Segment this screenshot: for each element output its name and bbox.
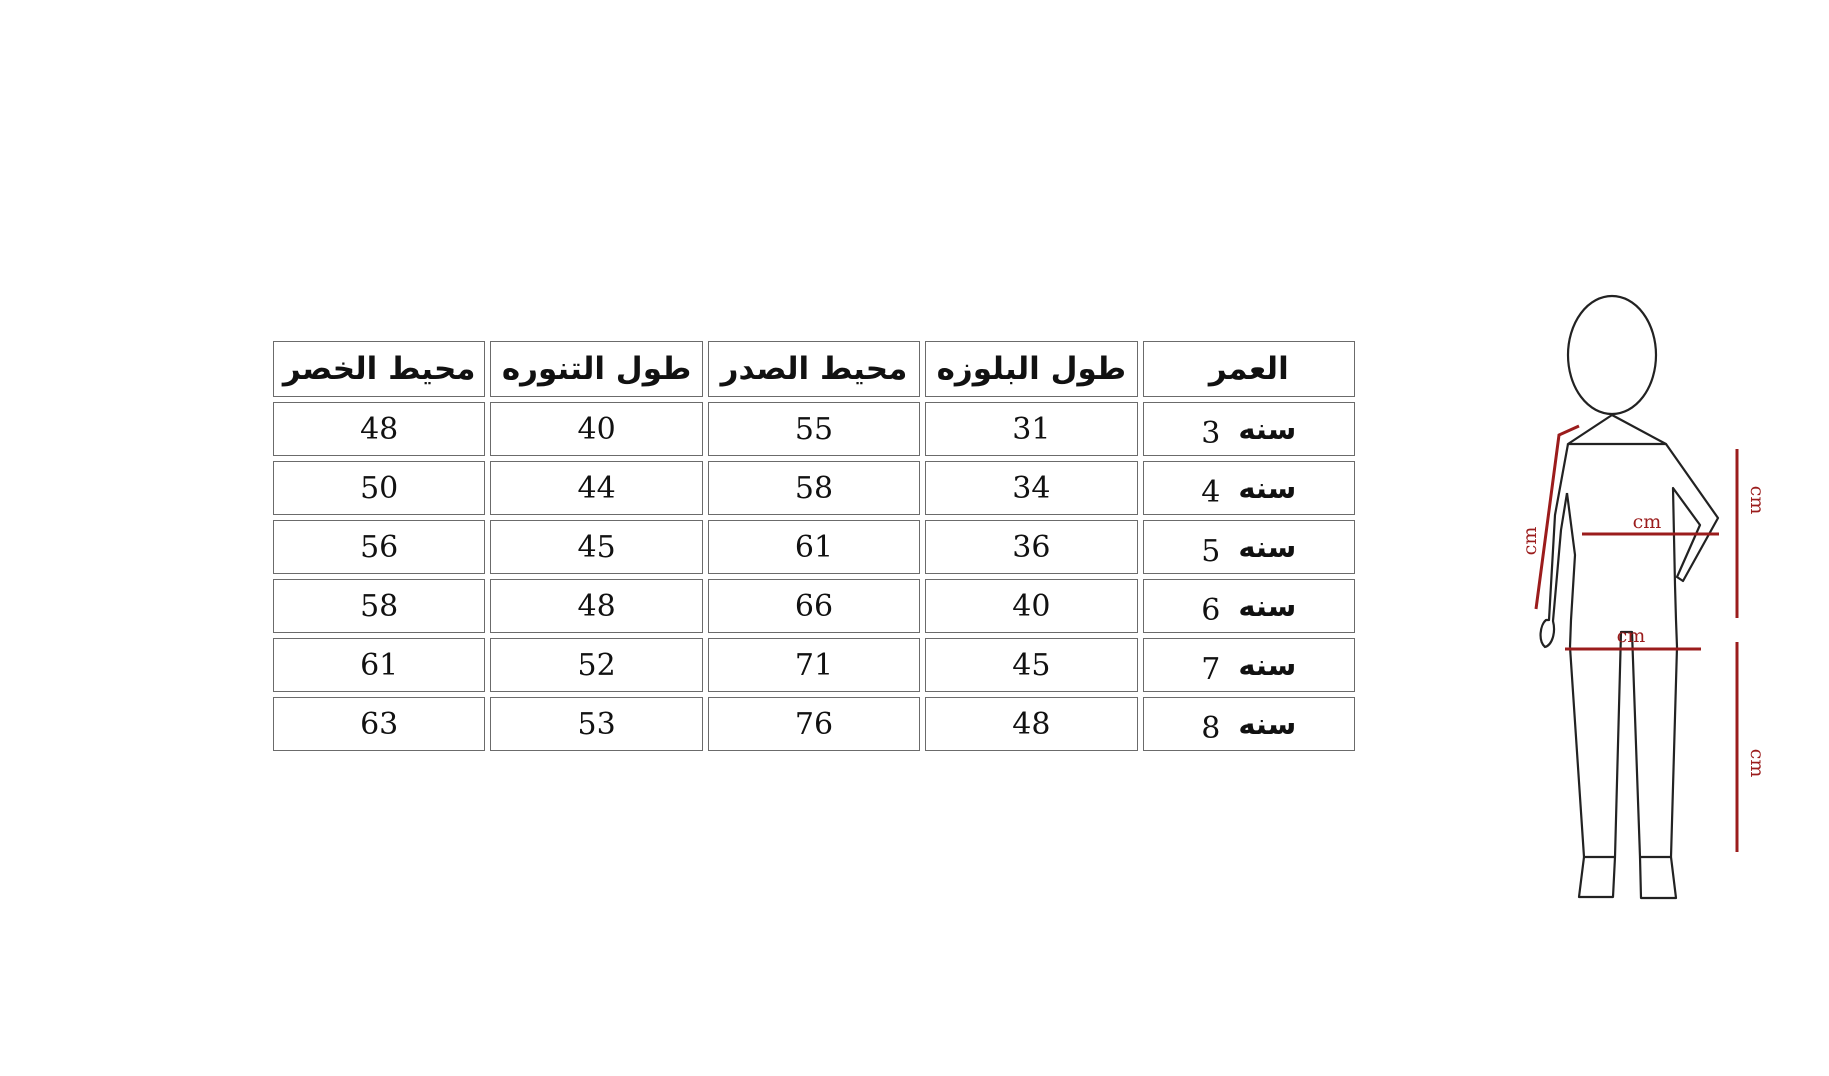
header-waist: محيط الخصر xyxy=(273,341,485,397)
blouse-length-cell: 34 xyxy=(925,461,1137,515)
size-chart-table xyxy=(268,336,1360,756)
skirt-length-cell: 44 xyxy=(490,461,702,515)
waist-cell: 61 xyxy=(273,638,485,692)
blouse-length-cell: 48 xyxy=(925,697,1137,751)
age-unit: سنه xyxy=(1238,588,1297,623)
age-number: 5 xyxy=(1201,533,1221,569)
waist-cell: 63 xyxy=(273,697,485,751)
chest-cell: 76 xyxy=(708,697,920,751)
age-unit: سنه xyxy=(1238,470,1297,505)
chest-cell: 55 xyxy=(708,402,920,456)
age-number: 7 xyxy=(1201,651,1221,687)
sleeve-unit-label: cm xyxy=(1519,526,1541,556)
waist-cell: 56 xyxy=(273,520,485,574)
age-cell xyxy=(1143,520,1355,574)
chest-cell: 71 xyxy=(708,638,920,692)
head-shape xyxy=(1568,296,1656,414)
blouse-unit-label: cm xyxy=(1746,485,1768,515)
age-cell xyxy=(1143,579,1355,633)
chest-cell: 66 xyxy=(708,579,920,633)
age-number: 3 xyxy=(1201,415,1221,451)
blouse-length-cell: 36 xyxy=(925,520,1137,574)
table-row xyxy=(273,402,1355,456)
waist-cell: 50 xyxy=(273,461,485,515)
chest-cell: 61 xyxy=(708,520,920,574)
waist-cell: 48 xyxy=(273,402,485,456)
blouse-length-cell: 45 xyxy=(925,638,1137,692)
age-cell xyxy=(1143,402,1355,456)
age-unit: سنه xyxy=(1238,647,1297,682)
age-unit: سنه xyxy=(1238,706,1297,741)
right-arm-shape xyxy=(1666,444,1718,647)
age-cell xyxy=(1143,461,1355,515)
age-unit: سنه xyxy=(1238,411,1297,446)
header-row xyxy=(273,341,1355,397)
table-row xyxy=(273,697,1355,751)
unit-labels xyxy=(1519,486,1768,778)
age-cell xyxy=(1143,638,1355,692)
age-number: 4 xyxy=(1201,474,1221,510)
chest-unit-label: cm xyxy=(1632,511,1662,533)
table-row xyxy=(273,579,1355,633)
table-row xyxy=(273,461,1355,515)
header-chest: محيط الصدر xyxy=(708,341,920,397)
waist-cell: 58 xyxy=(273,579,485,633)
age-number: 8 xyxy=(1201,710,1221,746)
skirt-length-cell: 45 xyxy=(490,520,702,574)
table-row xyxy=(273,520,1355,574)
skirt-length-cell: 48 xyxy=(490,579,702,633)
header-blouse-length: طول البلوزه xyxy=(925,341,1137,397)
blouse-length-cell: 31 xyxy=(925,402,1137,456)
chest-cell: 58 xyxy=(708,461,920,515)
age-unit: سنه xyxy=(1238,529,1297,564)
skirt-length-cell: 52 xyxy=(490,638,702,692)
body-outline xyxy=(1541,296,1718,898)
measurement-figure xyxy=(1480,285,1768,915)
left-shoe-shape xyxy=(1579,857,1615,897)
skirt-unit-label: cm xyxy=(1746,748,1768,778)
waist-unit-label: cm xyxy=(1616,625,1646,647)
skirt-length-cell: 53 xyxy=(490,697,702,751)
header-age: العمر xyxy=(1143,341,1355,397)
right-shoe-shape xyxy=(1640,857,1676,898)
torso-shape xyxy=(1567,493,1575,647)
age-cell xyxy=(1143,697,1355,751)
neck-shape xyxy=(1568,415,1666,444)
blouse-length-cell: 40 xyxy=(925,579,1137,633)
table-row xyxy=(273,638,1355,692)
header-skirt-length: طول التنوره xyxy=(490,341,702,397)
skirt-length-cell: 40 xyxy=(490,402,702,456)
legs-shape xyxy=(1570,632,1677,857)
age-number: 6 xyxy=(1201,592,1221,628)
